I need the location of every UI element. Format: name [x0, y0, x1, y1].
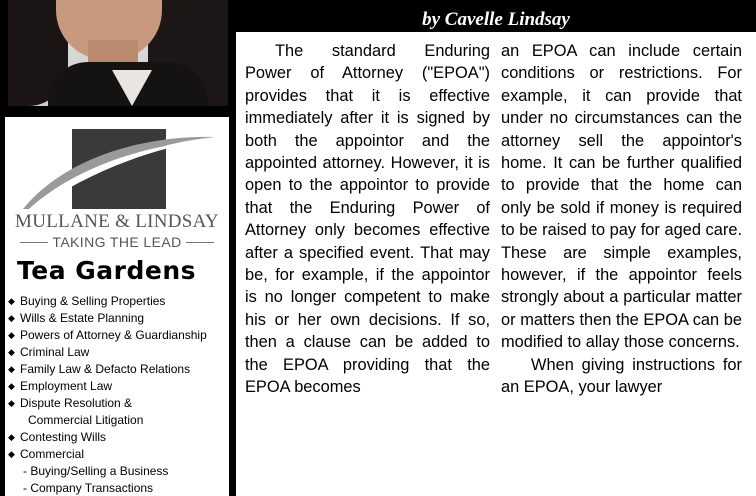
office-name: Tea Gardens [17, 256, 197, 285]
article-column-2 [501, 40, 742, 399]
bullet-icon: ◆ [8, 449, 15, 459]
article-column-1 [245, 40, 490, 399]
service-subitem: - Company Transactions [23, 481, 154, 495]
bullet-icon: ◆ [8, 398, 15, 408]
firm-advertisement [5, 117, 229, 496]
bullet-icon: ◆ [8, 330, 15, 340]
bullet-icon: ◆ [8, 313, 15, 323]
sidebar [0, 0, 232, 496]
article-paragraph: When giving instructions for an EPOA, your lawyer [501, 355, 742, 397]
bullet-icon: ◆ [8, 364, 15, 374]
firm-tagline: TAKING THE LEAD [52, 234, 182, 250]
author-photo [8, 0, 228, 106]
tagline-rule-left [20, 242, 48, 243]
service-item: ◆ Employment Law [8, 379, 113, 393]
services-list [8, 293, 229, 496]
service-item: ◆ Contesting Wills [8, 430, 107, 444]
service-item: ◆ Family Law & Defacto Relations [8, 362, 191, 376]
service-item-continued: Commercial Litigation [28, 413, 144, 427]
bullet-icon: ◆ [8, 347, 15, 357]
service-item: ◆ Powers of Attorney & Guardianship [8, 328, 207, 342]
bullet-icon: ◆ [8, 381, 15, 391]
article [236, 0, 756, 496]
service-item: ◆ Buying & Selling Properties [8, 294, 166, 308]
service-item: ◆ Commercial [8, 447, 85, 461]
service-item: ◆ Criminal Law [8, 345, 90, 359]
service-subitem: - Buying/Selling a Business [23, 464, 169, 478]
article-paragraph: The standard Enduring Power of Attorney ("EPOA") provides that it is effective immediately after it is signed by both the appointor and the appointed attorney. However, it is open to the appointor to provide that the Enduring Power of Attorney only becomes effective after a specified event. That may be, for example, if the appointor is no longer competent to make his or her own decisions. If so, then a clause can be added to the EPOA providing that the EPOA becomes [245, 42, 490, 397]
article-paragraph: an EPOA can include certain conditions or restrictions. For example, it can provide that under no circumstances can the attorney sell the appointor's home. It can be further qualified to provide that the home can only be sold if money is required to be raised to pay for aged care. These are simple examples, however, if the appointor feels strongly about a particular matter or matters then the EPOA can be modified to allay those concerns. [501, 42, 742, 352]
service-item: ◆ Dispute Resolution & [8, 396, 133, 410]
service-item: ◆ Wills & Estate Planning [8, 311, 145, 325]
tagline-row [5, 234, 229, 250]
byline: by Cavelle Lindsay [422, 9, 570, 30]
tagline-rule-right [186, 242, 214, 243]
firm-name: MULLANE & LINDSAY [15, 211, 219, 232]
bullet-icon: ◆ [8, 296, 15, 306]
bullet-icon: ◆ [8, 432, 15, 442]
